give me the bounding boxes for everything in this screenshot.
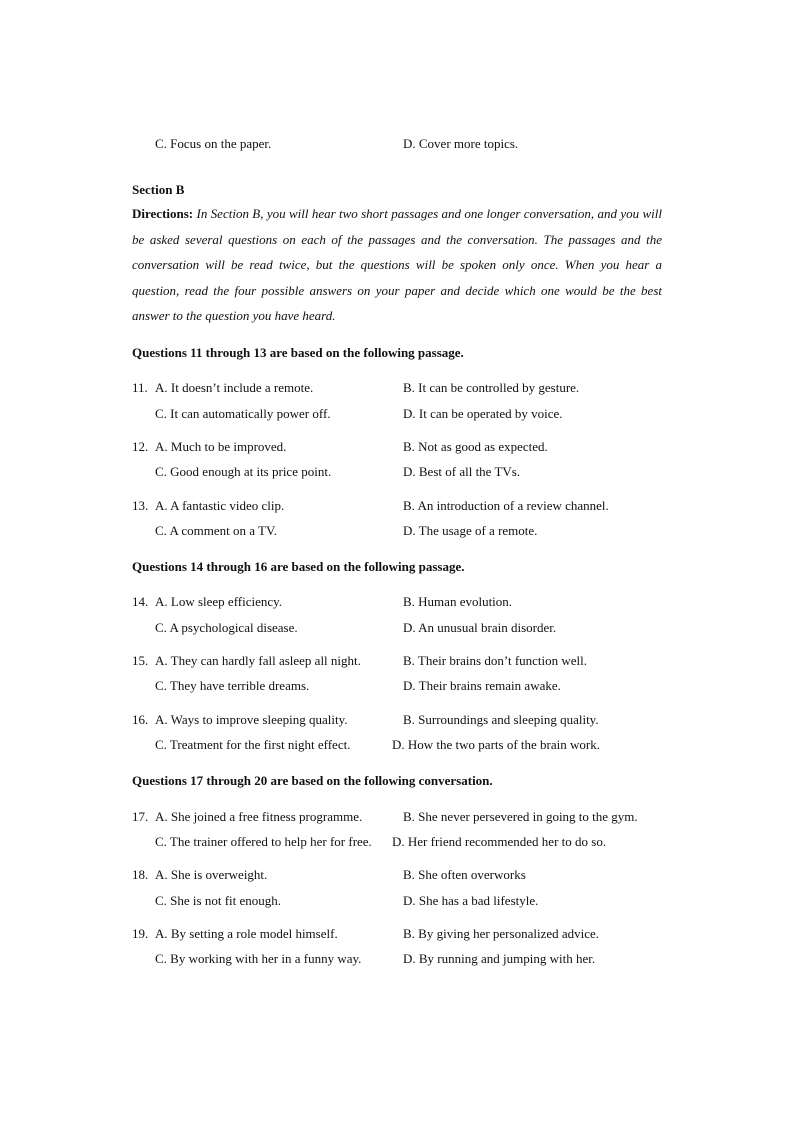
option-a: A. She joined a free fitness programme. (155, 809, 363, 824)
question-number: 11. (132, 380, 148, 395)
option-d: D. It can be operated by voice. (403, 406, 563, 421)
option-d: D. By running and jumping with her. (403, 951, 596, 966)
option-b: B. By giving her personalized advice. (403, 926, 600, 941)
option-d: D. Her friend recommended her to do so. (392, 834, 607, 849)
question-number: 18. (132, 867, 149, 882)
option-c: C. They have terrible dreams. (155, 678, 310, 693)
option-c: C. By working with her in a funny way. (155, 951, 362, 966)
option-c: C. She is not fit enough. (155, 893, 282, 908)
group-heading-3: Questions 17 through 20 are based on the following conversation. (132, 773, 493, 788)
option-b: B. Surroundings and sleeping quality. (403, 712, 599, 727)
question-number: 16. (132, 712, 149, 727)
option-a: A. They can hardly fall asleep all night. (155, 653, 361, 668)
option-b: B. Human evolution. (403, 594, 513, 609)
option-d: D. She has a bad lifestyle. (403, 893, 539, 908)
option-a: A. Ways to improve sleeping quality. (155, 712, 348, 727)
option-c: C. The trainer offered to help her for free. (155, 834, 372, 849)
directions-label: Directions: (132, 206, 194, 221)
directions-text: In Section B, you will hear two short passages and one longer conversation, and you will be asked several questions on each of the passages and the conversation. The passages and the conversation will be read twice, but the questions will be spoken only once. When you hear a question, read the four possible answers on your paper and decide which one would be the best answer to the question you have heard. (132, 206, 662, 323)
option-d-top: D. Cover more topics. (403, 136, 519, 151)
section-title: Section B (132, 182, 185, 197)
option-d: D. Their brains remain awake. (403, 678, 561, 693)
option-b: B. An introduction of a review channel. (403, 498, 609, 513)
directions-paragraph (132, 201, 662, 329)
option-a: A. A fantastic video clip. (155, 498, 285, 513)
question-number: 15. (132, 653, 149, 668)
option-d: D. An unusual brain disorder. (403, 620, 557, 635)
option-d: D. The usage of a remote. (403, 523, 538, 538)
option-d: D. Best of all the TVs. (403, 464, 521, 479)
option-a: A. She is overweight. (155, 867, 268, 882)
option-c-top: C. Focus on the paper. (155, 136, 272, 151)
option-a: A. By setting a role model himself. (155, 926, 338, 941)
option-b: B. It can be controlled by gesture. (403, 380, 580, 395)
option-c: C. A comment on a TV. (155, 523, 277, 538)
question-number: 14. (132, 594, 149, 609)
option-c: C. Good enough at its price point. (155, 464, 332, 479)
option-a: A. Low sleep efficiency. (155, 594, 283, 609)
option-b: B. She often overworks (403, 867, 526, 882)
question-number: 12. (132, 439, 149, 454)
option-a: A. Much to be improved. (155, 439, 287, 454)
option-b: B. She never persevered in going to the gym. (403, 809, 638, 824)
question-number: 13. (132, 498, 149, 513)
option-c: C. A psychological disease. (155, 620, 298, 635)
option-b: B. Their brains don’t function well. (403, 653, 588, 668)
option-c: C. It can automatically power off. (155, 406, 331, 421)
option-a: A. It doesn’t include a remote. (155, 380, 314, 395)
question-number: 19. (132, 926, 149, 941)
group-heading-2: Questions 14 through 16 are based on the following passage. (132, 559, 465, 574)
option-b: B. Not as good as expected. (403, 439, 548, 454)
group-heading-1: Questions 11 through 13 are based on the following passage. (132, 345, 464, 360)
option-c: C. Treatment for the first night effect. (155, 737, 351, 752)
question-number: 17. (132, 809, 149, 824)
option-d: D. How the two parts of the brain work. (392, 737, 600, 752)
